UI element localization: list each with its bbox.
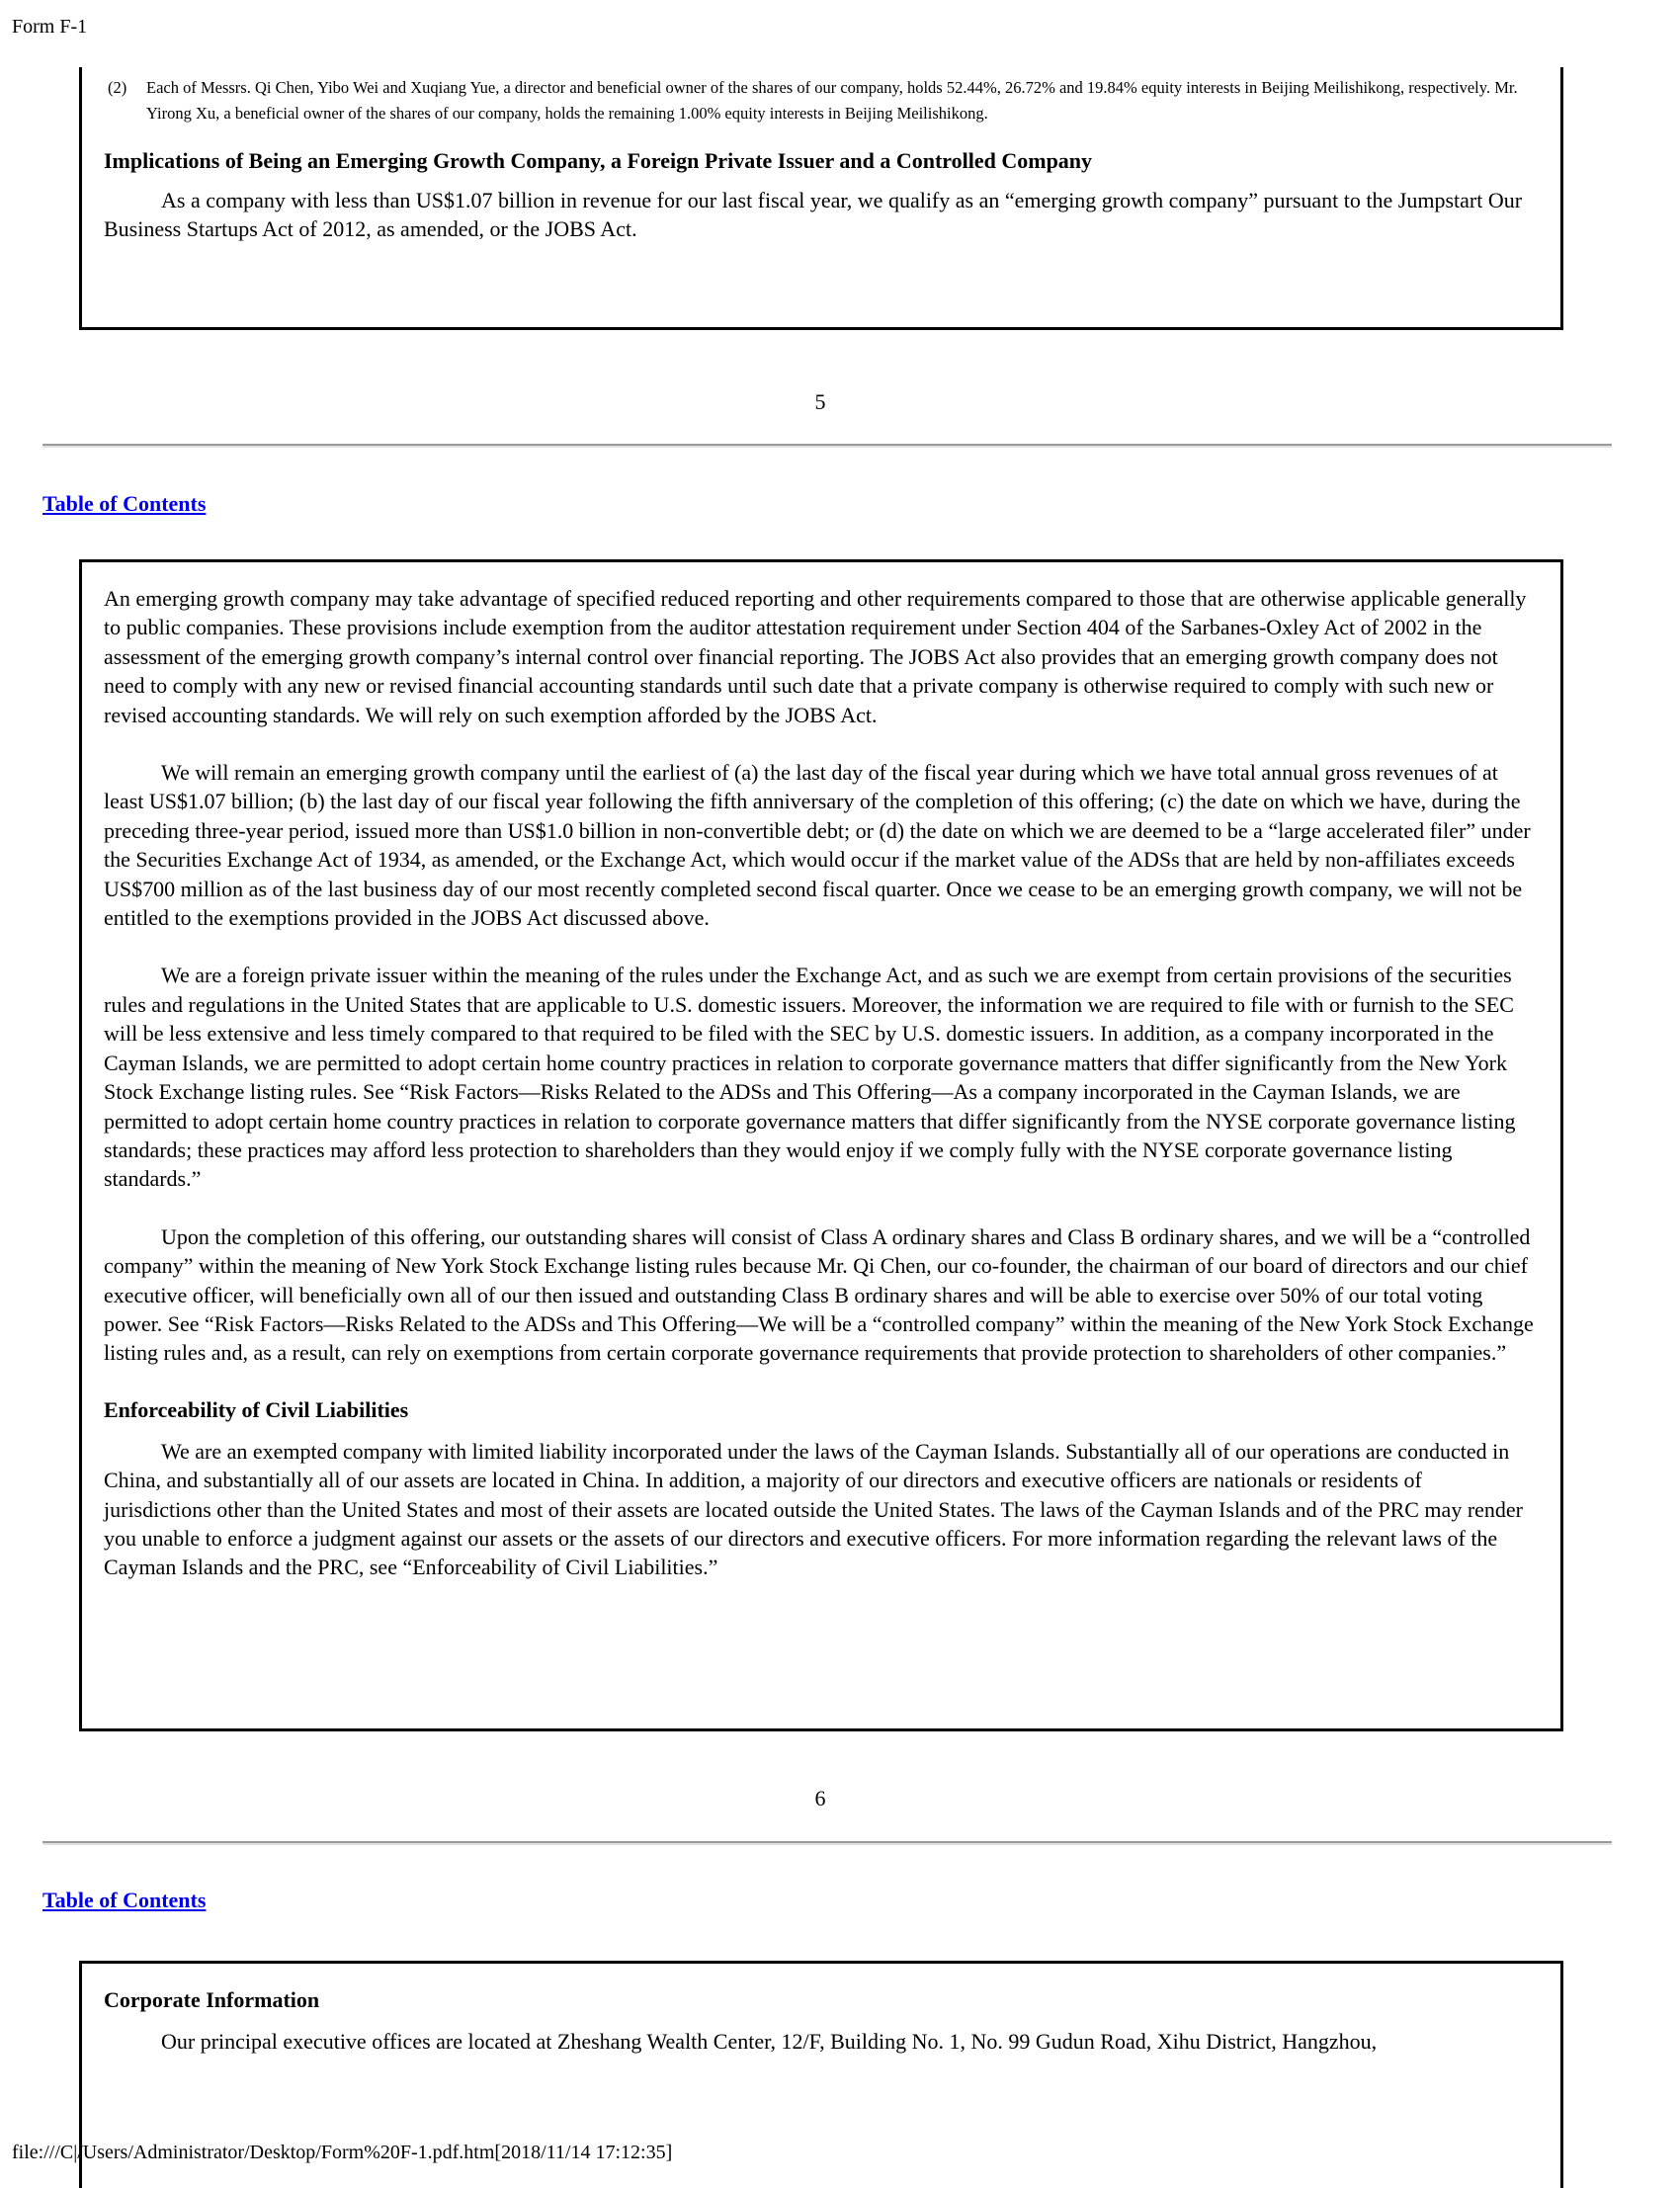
paragraph: We are an exempted company with limited liability incorporated under the laws of the Cayman Islands. Substantially all of our operations are conducted in China, and substantially all of our assets are located in China. In addition, a majority of our directors and executive officers are nationals or residents of jurisdictions other than the United States and most of their assets are located outside the United States. The laws of the Cayman Islands and of the PRC may render you unable to enforce a judgment against our assets or the assets of our directors and executive officers. For more information regarding the relevant laws of the Cayman Islands and the PRC, see “Enforceability of Civil Liabilities.” [104, 1438, 1523, 1580]
section-heading-implications: Implications of Being an Emerging Growth Company, a Foreign Private Issuer and a Controlled Company [104, 148, 1093, 173]
page-6-content-box [79, 559, 1563, 1731]
document-title: Form F-1 [12, 16, 88, 38]
footnote [104, 75, 1535, 126]
paragraph: Our principal executive offices are located at Zheshang Wealth Center, 12/F, Building No. 1, No. 99 Gudun Road, Xihu District, Hangzhou, [161, 2029, 1378, 2054]
paragraph: We are a foreign private issuer within the meaning of the rules under the Exchange Act, and as such we are exempt from certain provisions of the securities rules and regulations in the United States that are applicable to U.S. domestic issuers. Moreover, the information we are required to file with or furnish to the SEC will be less extensive and less timely compared to that required to be filed with the SEC by U.S. domestic issuers. In addition, as a company incorporated in the Cayman Islands, we are permitted to adopt certain home country practices in relation to corporate governance matters that differ significantly from the New York Stock Exchange listing rules. See “Risk Factors—Risks Related to the ADSs and This Offering—As a company incorporated in the Cayman Islands, we are permitted to adopt certain home country practices in relation to corporate governance matters that differ significantly from the NYSE corporate governance listing standards; these practices may afford less protection to shareholders than they would enjoy if we comply fully with the NYSE corporate governance listing standards.” [104, 963, 1516, 1192]
footnote-number: (2) [108, 78, 127, 97]
footer-file-path: file:///C|/Users/Administrator/Desktop/Form%20F-1.pdf.htm[2018/11/14 17:12:35] [12, 2142, 673, 2163]
page-number: 6 [814, 1786, 826, 1810]
paragraph: We will remain an emerging growth company until the earliest of (a) the last day of the fiscal year during which we have total annual gross revenues of at least US$1.07 billion; (b) the last day of our fiscal year following the fifth anniversary of the completion of this offering; (c) the date on which we have, during the preceding three-year period, issued more than US$1.0 billion in non-convertible debt; or (d) the date on which we are deemed to be a “large accelerated filer” under the Securities Exchange Act of 1934, as amended, or the Exchange Act, which would occur if the market value of the ADSs that are held by non-affiliates exceeds US$700 million as of the last business day of our most recently completed second fiscal quarter. Once we cease to be an emerging growth company, we will not be entitled to the exemptions provided in the JOBS Act discussed above. [104, 760, 1531, 931]
page-number: 5 [814, 389, 826, 414]
section-heading-corporate-information: Corporate Information [104, 1987, 320, 2012]
section-heading-enforceability: Enforceability of Civil Liabilities [104, 1396, 409, 1422]
paragraph: An emerging growth company may take advantage of specified reduced reporting and other requirements compared to those that are otherwise applicable generally to public companies. These provisions include exemption from the auditor attestation requirement under Section 404 of the Sarbanes-Oxley Act of 2002 in the assessment of the emerging growth company’s internal control over financial reporting. The JOBS Act also provides that an emerging growth company does not need to comply with any new or revised financial accounting standards until such date that a private company is otherwise required to comply with such new or revised accounting standards. We will rely on such exemption afforded by the JOBS Act. [104, 586, 1527, 727]
footnote-text: Each of Messrs. Qi Chen, Yibo Wei and Xuqiang Yue, a director and beneficial owner of the shares of our company, holds 52.44%, 26.72% and 19.84% equity interests in Beijing Meilishikong, respectively. Mr. Yirong Xu, a beneficial owner of the shares of our company, holds the remaining 1.00% equity interests in Beijing Meilishikong. [146, 78, 1518, 123]
page-5-content-box [79, 67, 1563, 330]
page-divider [42, 1841, 1612, 1845]
table-of-contents-link[interactable]: Table of Contents [42, 491, 207, 516]
table-of-contents-link[interactable]: Table of Contents [42, 1888, 207, 1912]
paragraph: Upon the completion of this offering, our outstanding shares will consist of Class A ordinary shares and Class B ordinary shares, and we will be a “controlled company” within the meaning of New York Stock Exchange listing rules because Mr. Qi Chen, our co-founder, the chairman of our board of directors and our chief executive officer, will beneficially own all of our then issued and outstanding Class B ordinary shares and will be able to exercise over 50% of our total voting power. See “Risk Factors—Risks Related to the ADSs and This Offering—We will be a “controlled company” within the meaning of the New York Stock Exchange listing rules and, as a result, can rely on exemptions from certain corporate governance requirements that provide protection to shareholders of other companies.” [104, 1223, 1534, 1366]
paragraph: As a company with less than US$1.07 billion in revenue for our last fiscal year, we qualify as an “emerging growth company” pursuant to the Jumpstart Our Business Startups Act of 2012, as amended, or the JOBS Act. [104, 188, 1523, 242]
page-divider [42, 444, 1612, 448]
